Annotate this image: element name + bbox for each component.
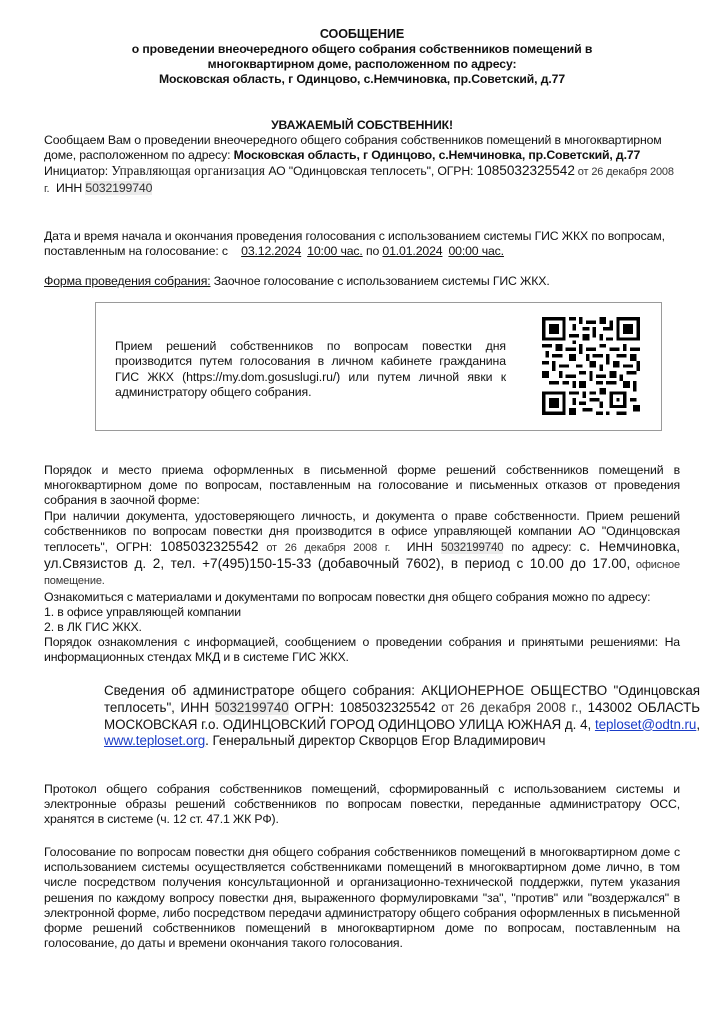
procedure-paragraph-1: Порядок и место приема оформленных в письменной форме решений собственников помещений в многоквартирном доме по вопросам, поставленным на голосование и письменных отказов от проведения собрания в заочной форме: xyxy=(44,463,680,508)
intro-address: Московская область, г Одинцово, с.Немчиновка, пр.Советский, д.77 xyxy=(233,148,641,163)
header-address: Московская область, г Одинцово, с.Немчиновка, пр.Советский, д.77 xyxy=(158,72,566,86)
greeting: УВАЖАЕМЫЙ СОБСТВЕННИК! xyxy=(271,118,453,132)
document-header xyxy=(40,27,684,87)
procedure-address-tail: офисное помещение. xyxy=(44,559,680,588)
initiator-org-name: АО "Одинцовская теплосеть", ОГРН: xyxy=(265,164,477,179)
qr-code-icon xyxy=(542,317,640,415)
administrator-website-link[interactable]: www.teploset.org xyxy=(104,733,206,749)
meeting-form-label: Форма проведения собрания: xyxy=(44,274,211,288)
header-subtitle-line2: многоквартирном доме, расположенном по адресу: xyxy=(207,57,517,71)
administrator-email-link[interactable]: teploset@odtn.ru xyxy=(594,716,697,732)
meeting-form xyxy=(44,274,680,289)
procedure-inn: 5032199740 xyxy=(441,542,504,555)
initiator-ogrn: 1085032325542 xyxy=(476,163,575,179)
procedure-ogrn-date: от 26 декабря 2008 г. xyxy=(258,542,391,555)
info-box-text: Прием решений собственников по вопросам повестки дня производится путем голосования в личном кабинете гражданина ГИС ЖКХ (https://my.dom.gosuslugi.ru/) или путем личной явки к администратору общего собрания. xyxy=(115,339,506,399)
initiator-label: Инициатор: xyxy=(44,164,112,179)
voting-start-date: 03.12.2024 xyxy=(241,244,302,259)
intro-paragraph xyxy=(44,133,680,197)
administrator-info: Сведения об администраторе общего собрания: АКЦИОНЕРНОЕ ОБЩЕСТВО "Одинцовская теплосеть", ИНН 5032199740 ОГРН: 1085032325542 от 26 декабря 2008 г., 143002 ОБЛАСТЬ МОСКОВСКАЯ г.о. ОДИНЦОВСКИЙ ГОРОД ОДИНЦОВО УЛИЦА ЮЖНАЯ д. 4, teploset@odtn.ru, www.teploset.org. Генеральный директор Скворцов Егор Владимирович xyxy=(104,683,700,749)
procedure-address: с. Немчиновка, ул.Связистов д. 2, тел. +7(495)150-15-33 (добавочный 7602), в период с 10.00 до 17.00, xyxy=(44,539,680,572)
voting-period xyxy=(44,229,680,259)
voting-by: по xyxy=(362,244,383,259)
materials-list-item-1: 1. в офисе управляющей компании xyxy=(44,604,241,619)
protocol-paragraph: Протокол общего собрания собственников помещений, сформированный с использованием системы и электронные образы решений собственников по вопросам повестки, переданные администратору ОСС, хранятся в системе (ч. 12 ст. 47.1 ЖК РФ). xyxy=(44,782,680,827)
voting-start-time: 10:00 час. xyxy=(307,244,363,259)
voting-end-time: 00:00 час. xyxy=(448,244,504,259)
materials-list-item-2: 2. в ЛК ГИС ЖКХ. xyxy=(44,620,142,635)
administrator-ogrn-date: от 26 декабря 2008 г., xyxy=(435,699,583,715)
voting-info-paragraph: Голосование по вопросам повестки дня общего собрания собственников помещений в многоквартирном доме с использованием системы осуществляется собственниками помещений в многоквартирном доме лично, в том числе посредством получения консультационной и организационно-технической поддержки, путем указания решения по каждому вопросу повестки дня, выраженного формулировками "за", "против" или "воздержался" в электронной форме, либо посредством передачи администратору общего собрания оформленных в письменной форме решений собственников помещений в многоквартирном доме по вопросам, поставленным на голосование, до даты и времени окончания такого голосования. xyxy=(44,845,680,951)
materials-paragraph: Ознакомиться с материалами и документами по вопросам повестки дня общего собрания можно по адресу: xyxy=(44,589,651,604)
document-title: СООБЩЕНИЕ xyxy=(319,27,405,41)
procedure-paragraph-2: При наличии документа, удостоверяющего личность, и документа о праве собственности. Прием решений собственников по вопросам повестки дня производится в офисе управляющей компании АО "Одинцовская теплосеть", ОГРН: 1085032325542 от 26 декабря 2008 г. ИНН 5032199740 по адресу: с. Немчиновка, ул.Связистов д. 2, тел. +7(495)150-15-33 (добавочный 7602), в период с 10.00 до 17.00, офисное помещение. xyxy=(44,508,680,588)
header-subtitle-line1: о проведении внеочередного общего собрания собственников помещений в xyxy=(131,42,593,56)
voting-period-text: Дата и время начала и окончания проведения голосования с использованием системы ГИС ЖКХ по вопросам, поставленным на голосование: с xyxy=(44,229,665,259)
info-box xyxy=(95,302,662,431)
meeting-form-value: Заочное голосование с использованием системы ГИС ЖКХ. xyxy=(210,274,550,288)
initiator-org-type: Управляющая организация xyxy=(111,163,266,179)
initiator-line xyxy=(44,163,680,196)
initiator-inn-label: ИНН xyxy=(49,180,86,195)
familiarize-paragraph: Порядок ознакомления с информацией, сообщением о проведении собрания и принятыми решениями: На информационных стендах МКД и в системе ГИС ЖКХ. xyxy=(44,635,680,665)
procedure-section xyxy=(44,463,680,666)
voting-end-date: 01.01.2024 xyxy=(382,244,443,259)
initiator-inn: 5032199740 xyxy=(85,180,153,195)
procedure-ogrn: 1085032325542 xyxy=(160,539,259,555)
initiator-ogrn-date: от 26 декабря 2008 г. xyxy=(44,166,674,195)
administrator-inn: 5032199740 xyxy=(214,699,289,715)
intro-text: Сообщаем Вам о проведении внеочередного общего собрания собственников помещений в многоквартирном доме, расположенном по адресу: xyxy=(44,133,662,163)
